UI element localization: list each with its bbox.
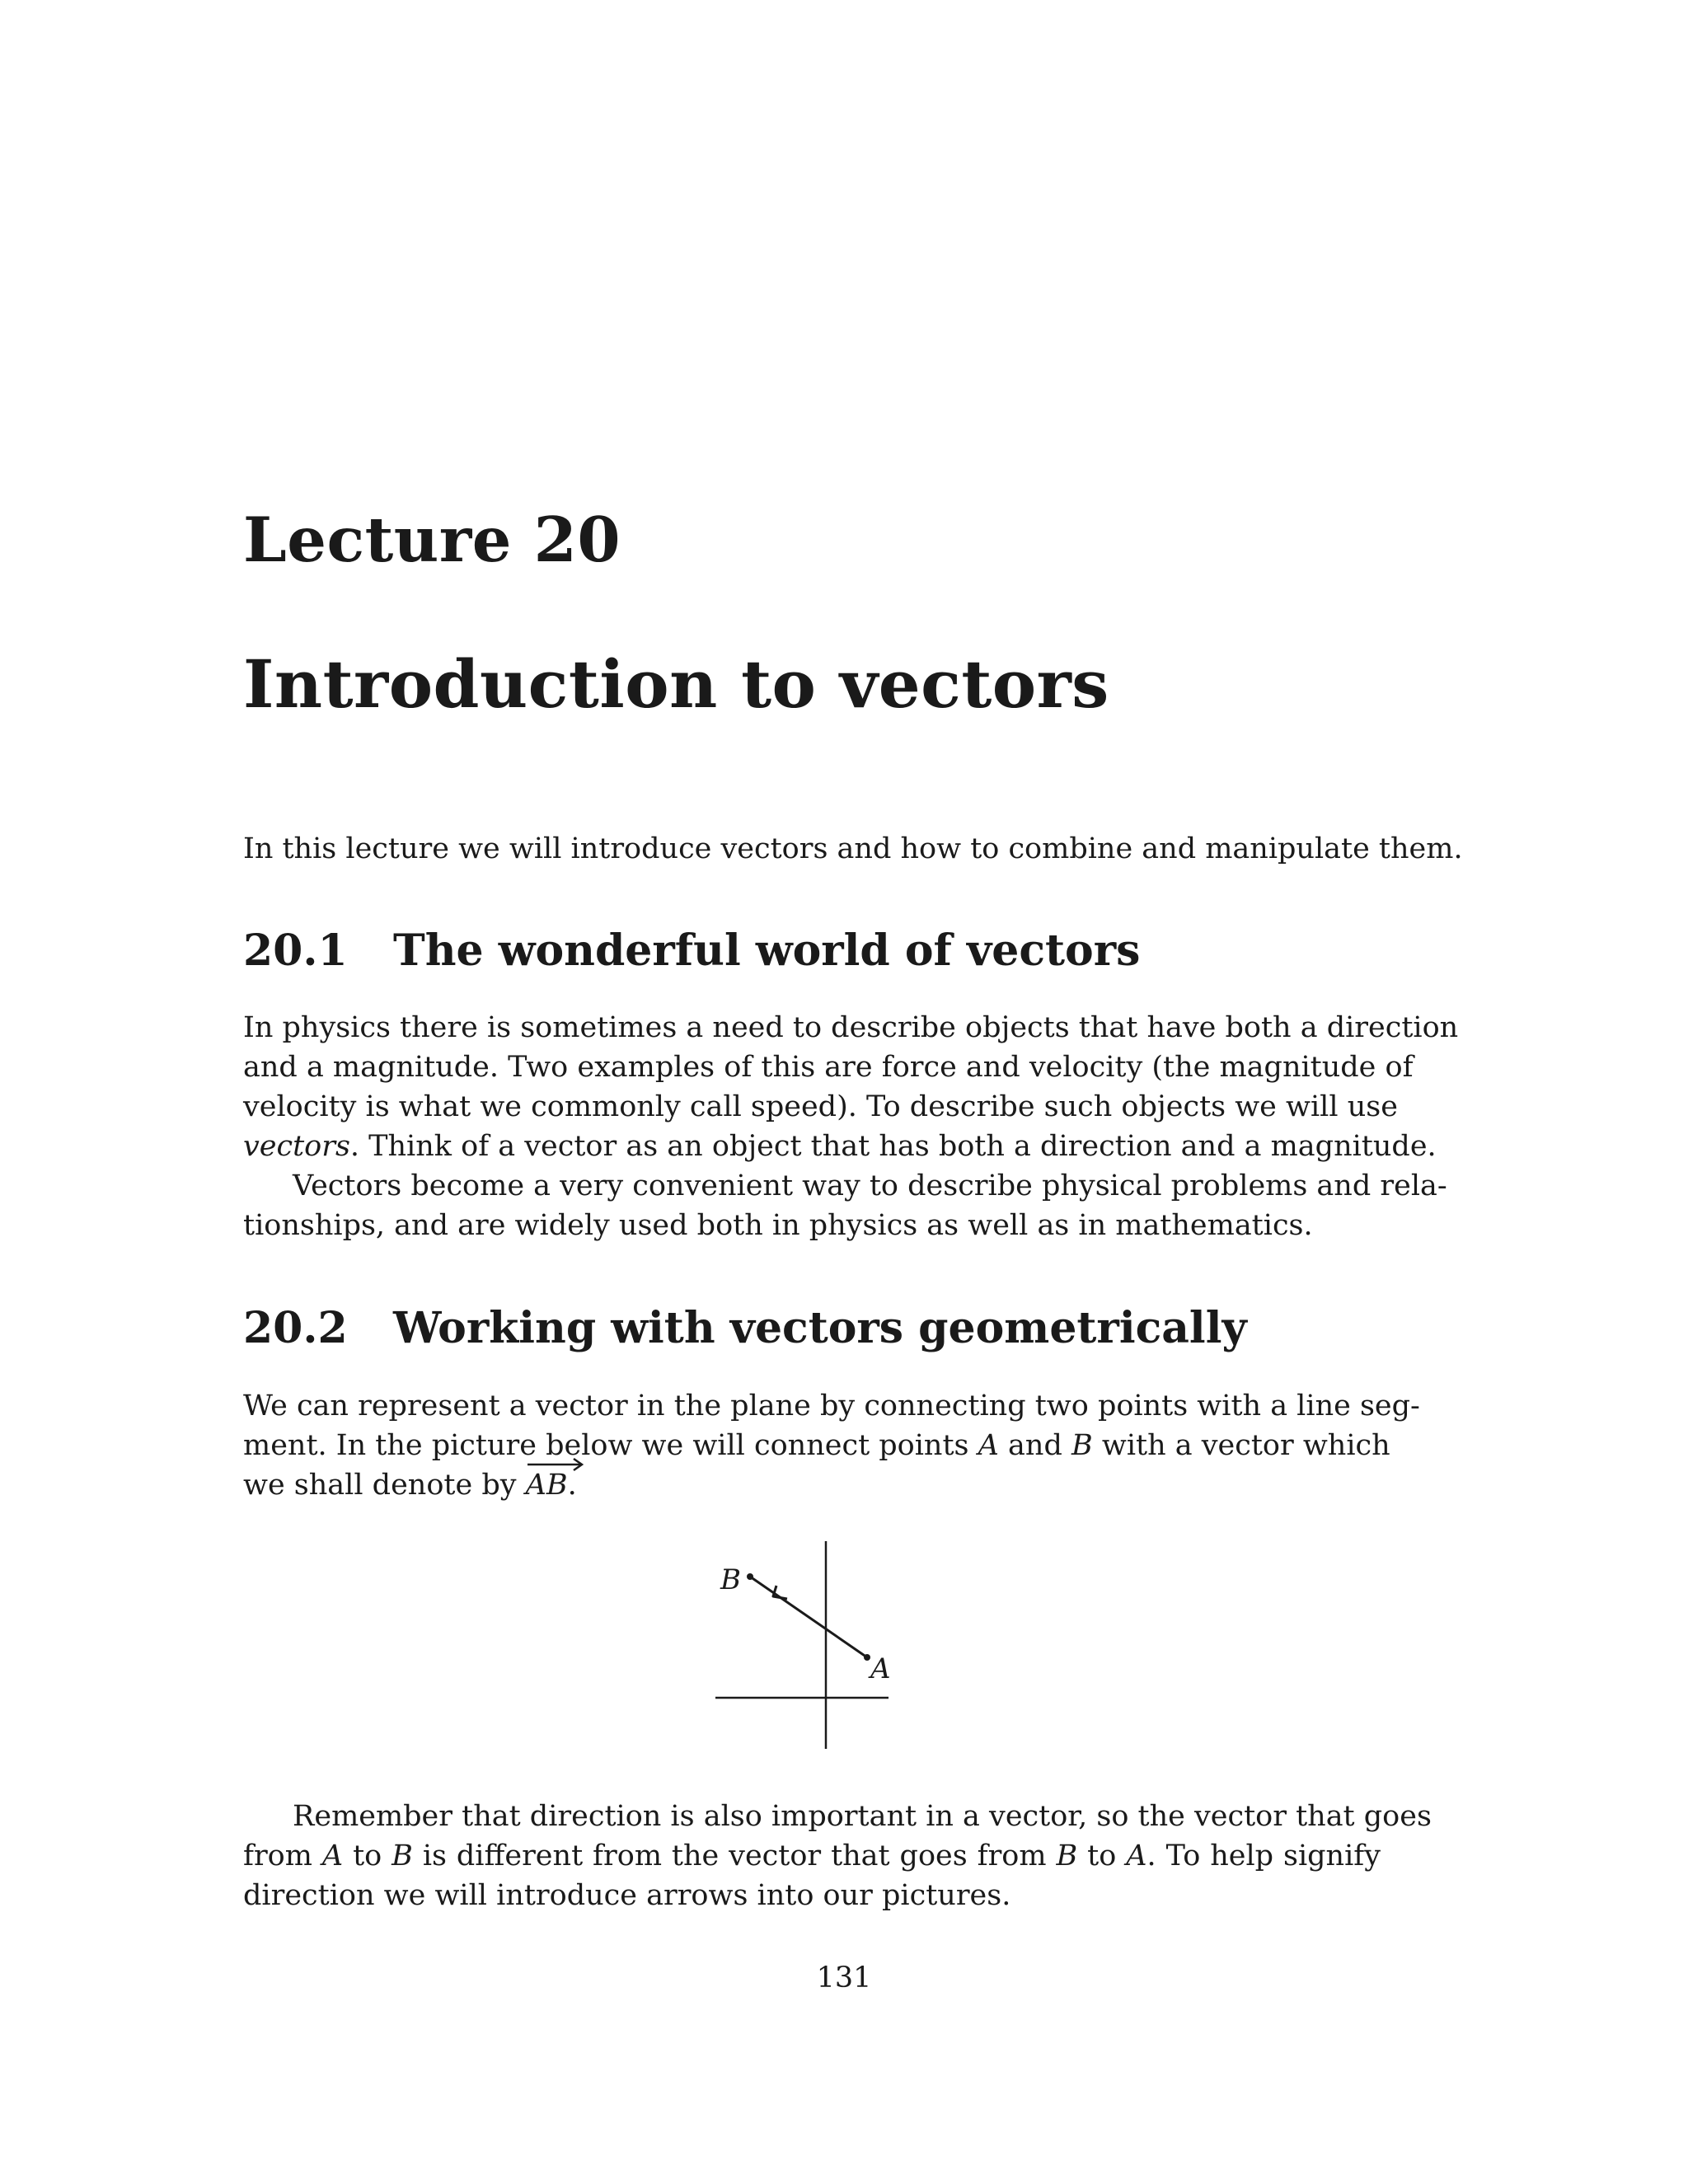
vector-figure [709, 1533, 907, 1764]
section-title: Working with vectors geometrically [393, 1303, 1247, 1353]
vector-ab-line [750, 1577, 867, 1657]
math-var: A [978, 1429, 999, 1462]
label-a: A [870, 1652, 891, 1685]
body-line [243, 1426, 1390, 1465]
label-b: B [720, 1563, 741, 1596]
arrowhead-icon [773, 1586, 787, 1599]
text-run: we shall denote by [243, 1469, 526, 1502]
vector-ab-notation [526, 1465, 568, 1505]
text-run: . [567, 1469, 577, 1502]
emphasis-vectors: vectors [243, 1130, 350, 1163]
body-line: In physics there is sometimes a need to describe objects that have both a direction [243, 1011, 1459, 1044]
body-line: and a magnitude. Two examples of this are force and velocity (the magnitude of [243, 1051, 1414, 1084]
math-var: B [392, 1840, 413, 1872]
body-line: direction we will introduce arrows into our pictures. [243, 1879, 1011, 1912]
page-number: 131 [816, 1961, 872, 1994]
math-var: B [1056, 1840, 1078, 1872]
overarrow-icon [526, 1457, 568, 1472]
body-line [243, 1127, 1437, 1166]
body-line: velocity is what we commonly call speed). To describe such objects we will use [243, 1090, 1398, 1123]
text-run: . To help signify [1146, 1840, 1381, 1872]
section-number: 20.1 [243, 926, 348, 976]
lecture-title: Introduction to vectors [243, 645, 1109, 723]
body-line: Remember that direction is also important in a vector, so the vector that goes [293, 1800, 1432, 1833]
text-run: to [343, 1840, 392, 1872]
text-run: from [243, 1840, 322, 1872]
text-run: with a vector which [1092, 1429, 1390, 1462]
text-run: is different from the vector that goes from [412, 1840, 1057, 1872]
math-var: B [1071, 1429, 1093, 1462]
section-title: The wonderful world of vectors [393, 926, 1141, 976]
body-line: Vectors become a very convenient way to describe physical problems and rela- [293, 1169, 1447, 1202]
section-heading-20-1 [243, 926, 1141, 976]
point-b [747, 1573, 753, 1580]
body-line [243, 1465, 1381, 1505]
text-run: and [998, 1429, 1071, 1462]
body-line [243, 1836, 1381, 1876]
body-line-rest: . Think of a vector as an object that has both a direction and a magnitude. [349, 1130, 1437, 1163]
math-var: A [321, 1840, 344, 1872]
text-run: ment. In the picture below we will connect points [243, 1429, 978, 1462]
section-2-continued [243, 1797, 1432, 1915]
body-line: We can represent a vector in the plane by connecting two points with a line seg- [243, 1390, 1420, 1422]
text-run: to [1077, 1840, 1127, 1872]
section-number: 20.2 [243, 1303, 348, 1353]
point-a [864, 1654, 870, 1661]
math-var: A [1126, 1840, 1147, 1872]
section-1-body [243, 1008, 1459, 1245]
math-var: AB [525, 1469, 568, 1502]
section-heading-20-2 [243, 1303, 1247, 1353]
lecture-number: Lecture 20 [243, 504, 621, 576]
section-2-body [243, 1386, 1420, 1505]
body-line: tionships, and are widely used both in physics as well as in mathematics. [243, 1209, 1313, 1242]
intro-paragraph: In this lecture we will introduce vectors and how to combine and manipulate them. [243, 832, 1463, 865]
